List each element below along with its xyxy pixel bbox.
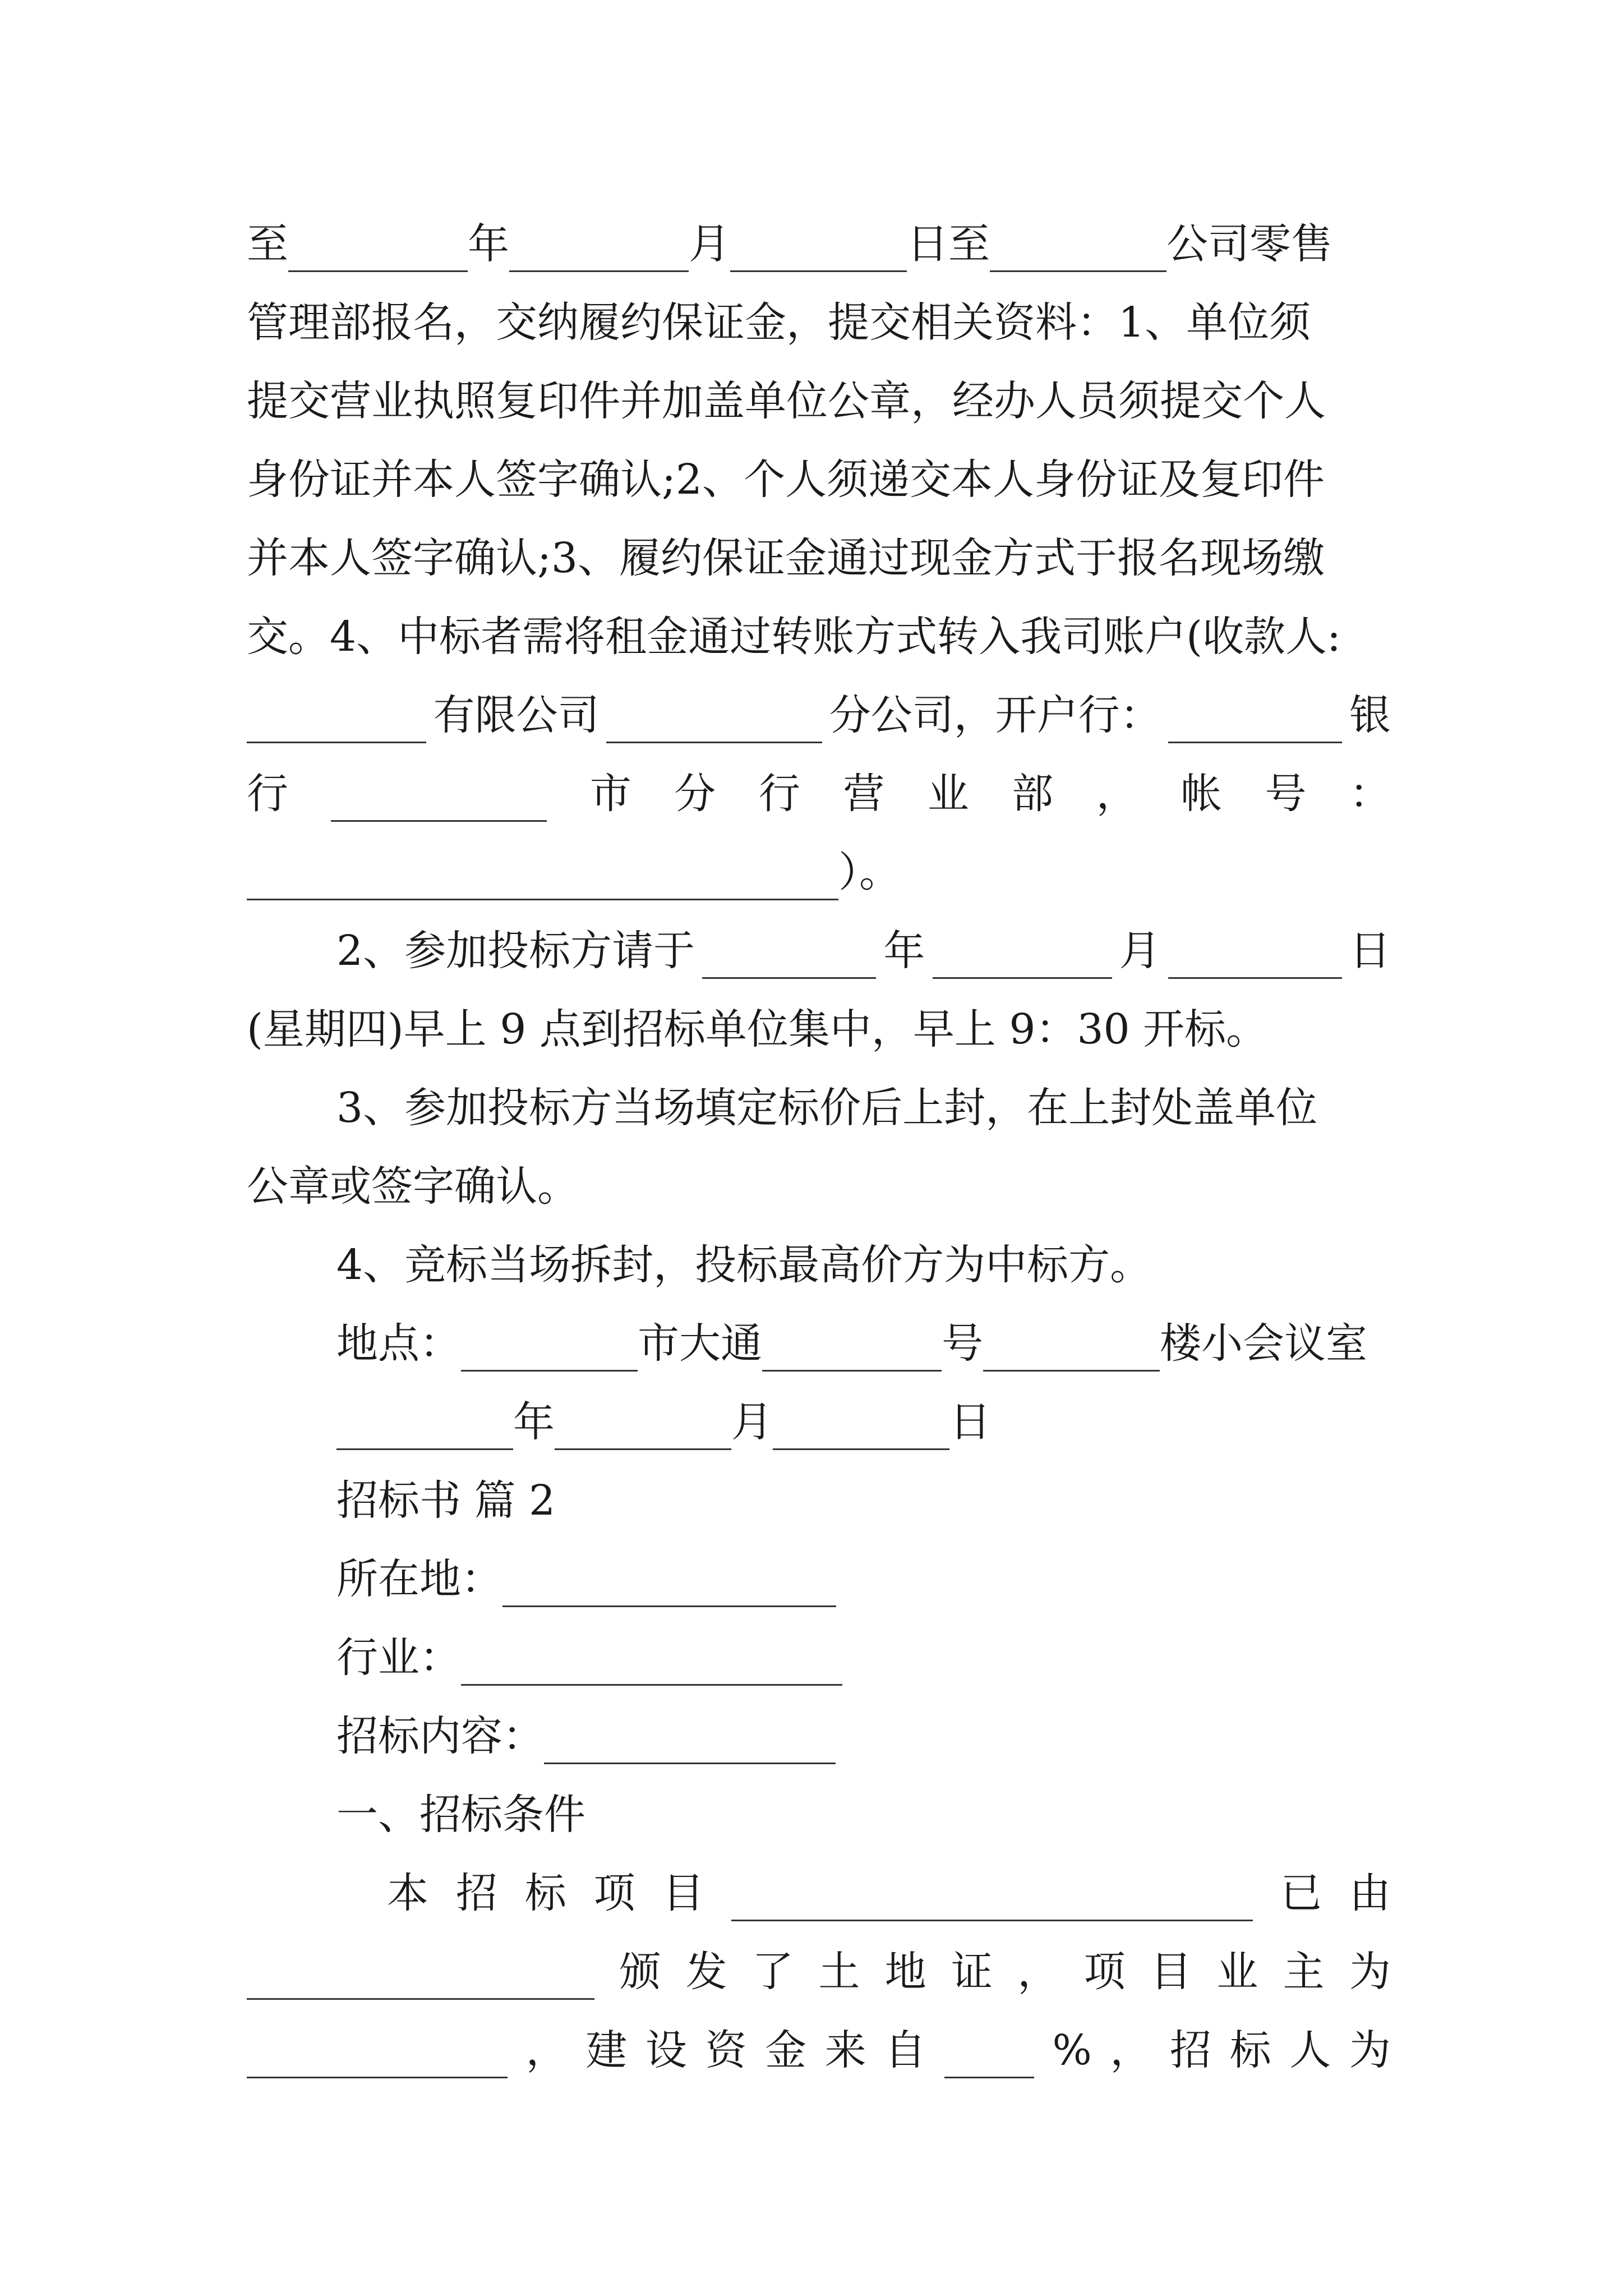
text: 招	[1170, 2026, 1212, 2074]
text: 2、参加投标方请于	[336, 927, 695, 975]
text: 分	[674, 770, 716, 818]
blank-line	[247, 2037, 508, 2078]
text: 业	[1216, 1948, 1258, 1996]
text: 了	[751, 1948, 794, 1996]
text: 由	[1349, 1869, 1391, 1917]
section-heading: 招标书 篇 2	[336, 1476, 556, 1525]
blank-line	[336, 1409, 513, 1450]
text: 地点：	[336, 1319, 461, 1368]
text: 号	[942, 1319, 983, 1368]
text: ，	[525, 2026, 568, 2074]
blank-line	[606, 702, 822, 743]
blank-line	[247, 702, 426, 743]
text: 行	[247, 770, 288, 818]
text: 为	[1349, 2026, 1391, 2074]
text: 公司零售	[1166, 220, 1332, 268]
text: 证	[951, 1948, 993, 1996]
blank-line	[555, 1409, 731, 1450]
blank-line	[702, 938, 876, 979]
text: 楼小会议室	[1160, 1319, 1367, 1368]
text: 号	[1265, 770, 1307, 818]
text: 月	[731, 1398, 773, 1446]
text: 分公司，开户行：	[829, 691, 1161, 739]
text-line-9	[247, 844, 1391, 900]
text-line-6: 交。4、中标者需将租金通过转账方式转入我司账户(收款人:	[247, 613, 1341, 661]
text: 日	[1349, 927, 1391, 975]
text: ）。	[838, 848, 901, 896]
blank-line	[990, 231, 1166, 272]
text-line-2: 管理部报名，交纳履约保证金，提交相关资料：1、单位须	[247, 298, 1311, 347]
text-line-10	[336, 923, 1391, 979]
text: 月	[689, 220, 730, 268]
blank-line	[944, 2037, 1034, 2078]
blank-line	[933, 938, 1112, 979]
text: 招	[455, 1869, 497, 1917]
text-line-23	[247, 1944, 1391, 2000]
text-line-4: 身份证并本人签字确认;2、个人须递交本人身份证及复印件	[247, 455, 1325, 504]
text-line-5: 并本人签字确认;3、履约保证金通过现金方式于报名现场缴	[247, 534, 1325, 582]
text: 资	[705, 2026, 747, 2074]
text-line-15	[336, 1315, 1391, 1372]
label: 行业：	[336, 1634, 461, 1682]
blank-line	[247, 1959, 594, 2000]
text: 颁	[619, 1948, 661, 1996]
text-line-13: 公章或签字确认。	[247, 1162, 579, 1211]
text: 地	[884, 1948, 926, 1996]
blank-line	[461, 1331, 638, 1372]
text: 市	[589, 770, 631, 818]
subsection-heading: 一、招标条件	[336, 1791, 585, 1839]
blank-line	[502, 1566, 836, 1607]
blank-line	[288, 231, 468, 272]
text: 标	[1229, 2026, 1271, 2074]
text: 至	[247, 220, 288, 268]
text-line-19	[336, 1630, 1391, 1686]
text: 年	[883, 927, 925, 975]
text: 主	[1283, 1948, 1325, 1996]
blank-line	[731, 1880, 1253, 1921]
text: 年	[513, 1398, 555, 1446]
text: 有限公司	[433, 691, 600, 739]
blank-line	[773, 1409, 949, 1450]
text: 目	[1150, 1948, 1192, 1996]
text: ，	[1017, 1948, 1059, 1996]
text: 项	[593, 1869, 635, 1917]
text: 业	[927, 770, 969, 818]
text: 设	[645, 2026, 687, 2074]
text-line-12: 3、参加投标方当场填定标价后上封，在上封处盖单位	[336, 1084, 1318, 1132]
blank-line	[247, 859, 838, 900]
blank-line	[1168, 938, 1342, 979]
text-line-20	[336, 1708, 1391, 1764]
text: 建	[585, 2026, 628, 2074]
text-line-22	[387, 1865, 1391, 1921]
text: 本	[387, 1869, 428, 1917]
text-line-7	[247, 687, 1391, 743]
blank-line	[730, 231, 907, 272]
text: 行	[758, 770, 800, 818]
text: 为	[1349, 1948, 1391, 1996]
text: 市大通	[638, 1319, 762, 1368]
blank-line	[509, 231, 689, 272]
blank-line	[1168, 702, 1342, 743]
blank-line	[461, 1645, 842, 1686]
text: 来	[824, 2026, 866, 2074]
text: 部	[1012, 770, 1054, 818]
text: ：	[1349, 770, 1391, 818]
text: 金	[765, 2026, 807, 2074]
text-line-24	[247, 2022, 1391, 2078]
text: 日至	[907, 220, 990, 268]
text: 发	[685, 1948, 727, 1996]
text: 标	[524, 1869, 566, 1917]
blank-line	[762, 1331, 942, 1372]
text: 营	[843, 770, 885, 818]
text: 帐	[1181, 770, 1223, 818]
text: ，	[1096, 770, 1138, 818]
text-line-18	[336, 1551, 1391, 1607]
text: 项	[1083, 1948, 1126, 1996]
blank-line	[544, 1723, 836, 1764]
text-line-3: 提交营业执照复印件并加盖单位公章，经办人员须提交个人	[247, 377, 1326, 425]
text-line-14: 4、竞标当场拆封，投标最高价方为中标方。	[336, 1241, 1152, 1289]
text: 日	[949, 1398, 991, 1446]
label: 招标内容：	[336, 1712, 544, 1760]
text: 自	[884, 2026, 926, 2074]
text: 土	[818, 1948, 860, 1996]
label: 所在地：	[336, 1555, 502, 1603]
text-line-8	[247, 766, 1391, 822]
text-line-1	[247, 216, 1391, 272]
blank-line	[983, 1331, 1160, 1372]
text: ，	[1110, 2026, 1152, 2074]
text-line-16	[336, 1394, 1391, 1450]
text: 年	[468, 220, 509, 268]
text: 人	[1289, 2026, 1331, 2074]
text: 目	[662, 1869, 704, 1917]
text: 已	[1280, 1869, 1322, 1917]
text: %	[1052, 2026, 1092, 2074]
text-line-11: (星期四)早上 9 点到招标单位集中，早上 9：30 开标。	[247, 1005, 1268, 1053]
text: 银	[1349, 691, 1391, 739]
text: 月	[1119, 927, 1161, 975]
blank-line	[331, 781, 547, 822]
